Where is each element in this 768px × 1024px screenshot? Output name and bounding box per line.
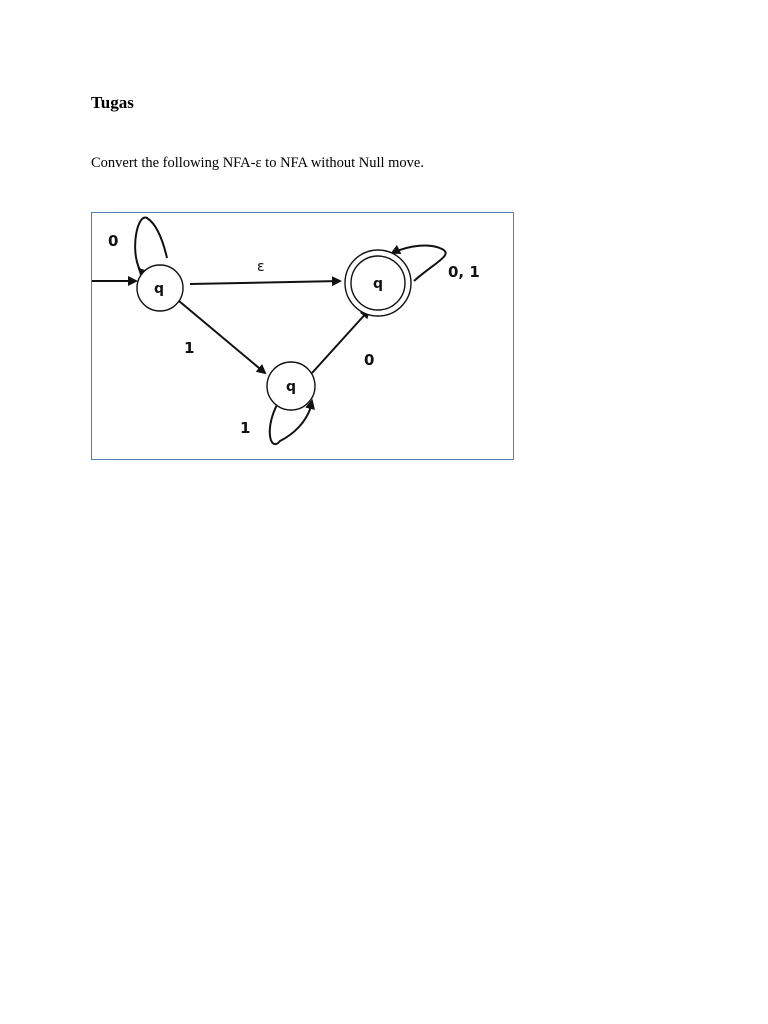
nfa-diagram <box>92 213 515 461</box>
label-intermediate-self-loop: 1 <box>240 419 251 437</box>
state-intermediate <box>267 362 315 410</box>
state-intermediate-label: q <box>286 379 297 395</box>
state-accepting-label: q <box>373 276 384 292</box>
label-intermediate-to-accepting: 0 <box>364 351 375 369</box>
state-accepting <box>345 250 411 316</box>
label-accepting-self-loop: 0, 1 <box>448 263 480 281</box>
accepting-self-loop-head <box>392 250 398 253</box>
intermediate-self-loop-head <box>310 401 312 409</box>
document-instruction: Convert the following NFA-ε to NFA without Null move. <box>91 155 424 171</box>
start-self-loop-head <box>139 269 140 270</box>
document-title: Tugas <box>91 93 134 112</box>
label-start-self-loop: 0 <box>108 232 119 250</box>
nfa-diagram-frame <box>91 212 514 460</box>
state-start <box>137 265 183 311</box>
epsilon-transition <box>190 281 340 284</box>
label-epsilon: ε <box>257 259 265 275</box>
state-start-label: q <box>154 281 165 297</box>
label-start-to-intermediate: 1 <box>184 339 195 357</box>
start-self-loop <box>135 218 167 270</box>
transition-start-to-intermediate <box>179 301 265 373</box>
transition-intermediate-to-accepting <box>312 310 369 373</box>
